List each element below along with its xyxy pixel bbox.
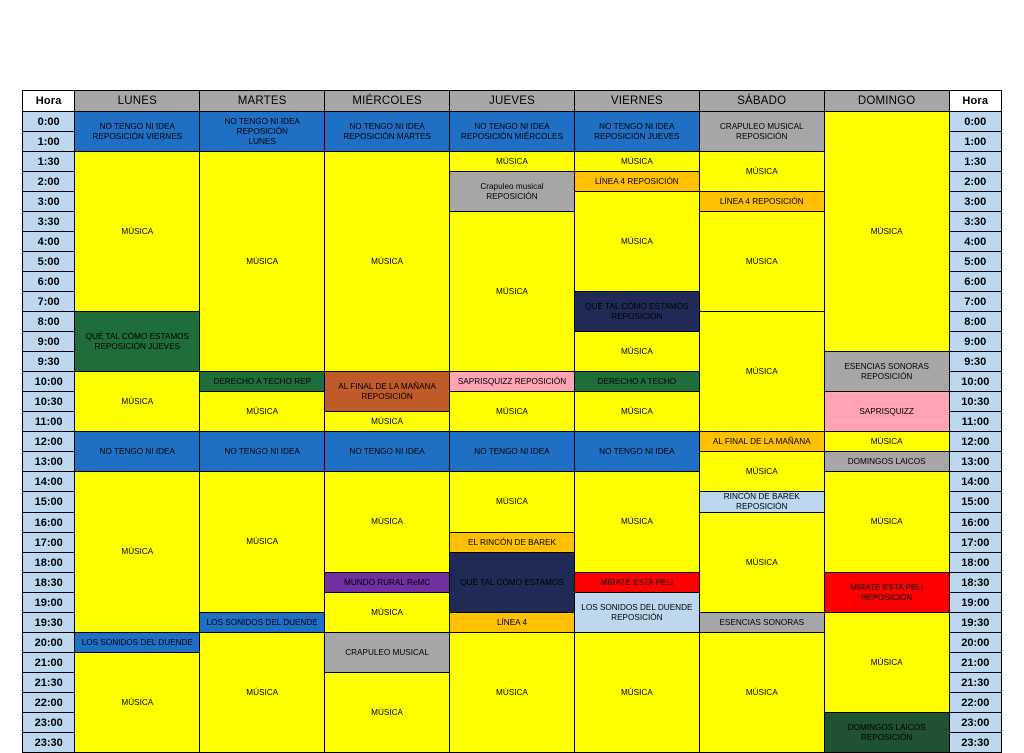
program-title: MÚSICA: [620, 687, 653, 697]
program-title: REPOSICIÓN JUEVES: [94, 341, 181, 351]
program-title: SAPRISQUIZZ: [859, 406, 914, 416]
program-title: RINCÓN DE BAREK REPOSICIÓN: [723, 492, 800, 511]
hour-label-right: 23:30: [949, 733, 1001, 753]
program-title: MÚSICA: [620, 406, 653, 416]
program-title: MÚSICA: [246, 406, 279, 416]
hour-label-left: 10:00: [23, 372, 75, 392]
program-title: REPOSICIÓN: [486, 191, 538, 201]
hour-label-right: 1:30: [949, 152, 1001, 172]
hour-label-left: 18:30: [23, 573, 75, 593]
hour-label-right: 19:00: [949, 593, 1001, 613]
program-cell-domingo[interactable]: [824, 452, 949, 472]
program-title: MÚSICA: [496, 497, 528, 506]
schedule-row: [23, 432, 1002, 452]
program-cell-miercoles[interactable]: [325, 412, 450, 432]
program-cell-martes[interactable]: [200, 112, 325, 152]
hour-header-left: Hora: [23, 91, 75, 112]
program-title: REPOSICIÓN VIERNES: [92, 131, 183, 141]
hour-label-left: 3:30: [23, 212, 75, 232]
hour-label-left: 5:00: [23, 252, 75, 272]
program-title: NO TENGO NI IDEA REPOSICIÓN: [224, 116, 300, 136]
day-header-domingo: DOMINGO: [824, 91, 949, 112]
hour-label-right: 20:00: [949, 633, 1001, 653]
program-title: LOS SONIDOS DEL DUENDE: [81, 637, 193, 647]
hour-label-right: 0:00: [949, 112, 1001, 132]
program-cell-miercoles[interactable]: [325, 112, 450, 152]
program-cell-miercoles[interactable]: [325, 432, 450, 472]
program-cell-sabado[interactable]: [699, 613, 824, 633]
program-cell-miercoles[interactable]: [325, 573, 450, 593]
hour-label-right: 5:00: [949, 252, 1001, 272]
program-title: REPOSICIÓN: [860, 371, 913, 381]
day-header-martes: MARTES: [200, 91, 325, 112]
hour-label-left: 23:00: [23, 713, 75, 733]
program-cell-lunes[interactable]: [75, 653, 200, 753]
schedule-container: [22, 90, 1002, 753]
program-title: MÚSICA: [371, 517, 403, 526]
program-cell-jueves[interactable]: [450, 533, 575, 553]
hour-label-left: 17:00: [23, 533, 75, 553]
hour-label-right: 23:00: [949, 713, 1001, 733]
program-cell-miercoles[interactable]: [325, 372, 450, 412]
program-title: REPOSICIÓN: [860, 592, 913, 602]
program-title: REPOSICIÓN: [736, 131, 788, 141]
program-title: ESENCIAS SONORAS: [719, 617, 805, 627]
table-body: [23, 112, 1002, 753]
program-title: MÚSICA: [870, 226, 903, 236]
program-cell-miercoles[interactable]: [325, 152, 450, 372]
program-title: MÚSICA: [496, 687, 528, 697]
day-header-jueves: JUEVES: [450, 91, 575, 112]
program-title: NO TENGO NI IDEA: [474, 446, 550, 456]
hour-label-right: 14:00: [949, 472, 1001, 492]
hour-label-right: 12:00: [949, 432, 1001, 452]
program-cell-jueves[interactable]: [450, 152, 575, 172]
hour-label-right: 18:00: [949, 553, 1001, 573]
program-title: MÚSICA: [371, 256, 403, 266]
program-title: NO TENGO NI IDEA: [99, 446, 175, 456]
program-title: QUÉ TAL CÓMO ESTAMOS: [85, 331, 190, 341]
program-title: MÚSICA: [620, 156, 653, 166]
program-cell-martes[interactable]: [200, 152, 325, 372]
program-cell-domingo[interactable]: [824, 392, 949, 432]
program-cell-jueves[interactable]: [450, 372, 575, 392]
hour-label-right: 16:00: [949, 513, 1001, 533]
program-cell-jueves[interactable]: [450, 112, 575, 152]
hour-label-left: 8:00: [23, 312, 75, 332]
program-cell-lunes[interactable]: [75, 372, 200, 432]
program-cell-jueves[interactable]: [450, 472, 575, 533]
program-cell-jueves[interactable]: [450, 392, 575, 432]
program-title: AL FINAL DE LA MAÑANA: [338, 381, 436, 391]
program-title: LÍNEA 4 REPOSICIÓN: [719, 196, 804, 206]
hour-label-left: 7:00: [23, 292, 75, 312]
program-cell-martes[interactable]: [200, 392, 325, 432]
program-cell-domingo[interactable]: [824, 573, 949, 613]
program-cell-sabado[interactable]: [699, 513, 824, 613]
hour-label-left: 1:00: [23, 132, 75, 152]
program-cell-lunes[interactable]: [75, 312, 200, 372]
program-title: NO TENGO NI IDEA: [349, 446, 425, 456]
program-cell-lunes[interactable]: [75, 432, 200, 472]
program-title: MÚSICA: [620, 517, 653, 526]
program-cell-jueves[interactable]: [450, 613, 575, 633]
program-title: NO TENGO NI IDEA: [474, 121, 550, 131]
program-cell-viernes[interactable]: [574, 573, 699, 593]
program-title: NO TENGO NI IDEA: [599, 446, 675, 456]
program-title: MÚSICA: [246, 687, 279, 697]
hour-label-right: 17:00: [949, 533, 1001, 553]
program-cell-sabado[interactable]: [699, 152, 824, 192]
program-cell-sabado[interactable]: [699, 452, 824, 492]
program-title: DOMINGOS LAICOS: [847, 456, 926, 466]
hour-label-right: 2:00: [949, 172, 1001, 192]
program-title: SAPRISQUIZZ REPOSICIÓN: [457, 376, 567, 386]
program-cell-viernes[interactable]: [574, 152, 699, 172]
program-title: MIRATE ESTA PELI: [850, 582, 924, 592]
hour-label-right: 21:30: [949, 673, 1001, 693]
hour-label-left: 23:30: [23, 733, 75, 753]
hour-label-right: 9:30: [949, 352, 1001, 372]
program-title: MÚSICA: [121, 547, 154, 556]
hour-label-right: 1:00: [949, 132, 1001, 152]
hour-label-left: 18:00: [23, 553, 75, 573]
program-title: REPOSICIÓN JUEVES: [594, 131, 680, 141]
program-cell-lunes[interactable]: [75, 112, 200, 152]
program-title: MIRATE ESTA PELI: [600, 577, 674, 587]
program-cell-viernes[interactable]: [574, 633, 699, 753]
hour-label-right: 7:00: [949, 292, 1001, 312]
hour-header-right: Hora: [949, 91, 1001, 112]
program-cell-miercoles[interactable]: [325, 593, 450, 633]
hour-label-left: 22:00: [23, 693, 75, 713]
program-title: MÚSICA: [371, 707, 403, 717]
program-title: MÚSICA: [496, 156, 528, 166]
program-cell-domingo[interactable]: [824, 713, 949, 753]
program-title: MÚSICA: [870, 436, 903, 446]
hour-label-right: 10:30: [949, 392, 1001, 412]
program-cell-sabado[interactable]: [699, 212, 824, 312]
program-title: NO TENGO NI IDEA: [599, 121, 675, 131]
program-cell-domingo[interactable]: [824, 472, 949, 573]
program-title: MÚSICA: [496, 286, 528, 296]
program-cell-viernes[interactable]: [574, 472, 699, 573]
program-title: MÚSICA: [745, 687, 778, 697]
hour-label-left: 3:00: [23, 192, 75, 212]
hour-label-left: 4:00: [23, 232, 75, 252]
program-cell-jueves[interactable]: [450, 172, 575, 212]
hour-label-left: 15:00: [23, 492, 75, 513]
program-title: MÚSICA: [496, 406, 528, 416]
program-title: MÚSICA: [870, 657, 903, 667]
program-cell-miercoles[interactable]: [325, 472, 450, 573]
program-cell-viernes[interactable]: [574, 172, 699, 192]
program-title: MUNDO RURAL ReMC: [344, 577, 431, 587]
program-title: MÚSICA: [121, 697, 154, 707]
program-title: DOMINGOS LAICOS: [847, 722, 926, 732]
hour-label-right: 3:00: [949, 192, 1001, 212]
hour-label-right: 3:30: [949, 212, 1001, 232]
program-cell-domingo[interactable]: [824, 432, 949, 452]
program-cell-miercoles[interactable]: [325, 633, 450, 673]
program-cell-domingo[interactable]: [824, 613, 949, 713]
program-cell-viernes[interactable]: [574, 112, 699, 152]
day-header-miercoles: MIÉRCOLES: [325, 91, 450, 112]
program-title: CRAPULEO MUSICAL: [719, 121, 804, 131]
hour-label-right: 18:30: [949, 573, 1001, 593]
hour-label-left: 0:00: [23, 112, 75, 132]
program-title: REPOSICIÓN: [860, 732, 913, 742]
program-cell-miercoles[interactable]: [325, 673, 450, 753]
program-title: MÚSICA: [246, 537, 279, 546]
program-cell-martes[interactable]: [200, 613, 325, 633]
program-cell-viernes[interactable]: [574, 392, 699, 432]
program-title: MÚSICA: [620, 346, 653, 356]
hour-label-right: 13:00: [949, 452, 1001, 472]
hour-label-left: 9:00: [23, 332, 75, 352]
hour-label-left: 6:00: [23, 272, 75, 292]
program-title: REPOSICIÓN: [361, 391, 413, 401]
program-title: QUÉ TAL CÓMO ESTAMOS: [460, 577, 564, 587]
program-title: LOS SONIDOS DEL DUENDE: [581, 602, 693, 612]
program-title: ESENCIAS SONORAS: [844, 361, 929, 371]
program-cell-sabado[interactable]: [699, 112, 824, 152]
day-header-sabado: SÁBADO: [699, 91, 824, 112]
program-title: CRAPULEO MUSICAL: [345, 647, 429, 657]
program-cell-viernes[interactable]: [574, 332, 699, 372]
program-cell-sabado[interactable]: [699, 492, 824, 513]
program-cell-domingo[interactable]: [824, 352, 949, 392]
hour-label-left: 13:00: [23, 452, 75, 472]
hour-label-right: 9:00: [949, 332, 1001, 352]
hour-label-left: 10:30: [23, 392, 75, 412]
program-title: LÍNEA 4: [496, 617, 527, 627]
hour-label-left: 1:30: [23, 152, 75, 172]
hour-label-left: 16:00: [23, 513, 75, 533]
schedule-row: [23, 112, 1002, 132]
program-title: QUÉ TAL CÓMO ESTAMOS: [585, 301, 689, 311]
program-cell-viernes[interactable]: [574, 372, 699, 392]
program-title: MÚSICA: [745, 466, 778, 476]
hour-label-right: 11:00: [949, 412, 1001, 432]
hour-label-left: 20:00: [23, 633, 75, 653]
program-cell-sabado[interactable]: [699, 312, 824, 432]
hour-label-left: 2:00: [23, 172, 75, 192]
program-title: DERECHO A TECHO REP: [213, 376, 312, 386]
hour-label-left: 19:00: [23, 593, 75, 613]
program-title: REPOSICIÓN MIÉRCOLES: [461, 131, 563, 141]
header-row: [23, 91, 1002, 112]
program-cell-viernes[interactable]: [574, 192, 699, 292]
program-title: MÚSICA: [745, 166, 778, 176]
hour-label-right: 19:30: [949, 613, 1001, 633]
program-cell-lunes[interactable]: [75, 152, 200, 312]
table-header: [23, 91, 1002, 112]
hour-label-left: 11:00: [23, 412, 75, 432]
program-cell-viernes[interactable]: [574, 432, 699, 472]
program-title: MÚSICA: [371, 607, 403, 617]
program-cell-martes[interactable]: [200, 372, 325, 392]
hour-label-right: 4:00: [949, 232, 1001, 252]
program-cell-jueves[interactable]: [450, 432, 575, 472]
program-cell-martes[interactable]: [200, 633, 325, 753]
program-title: MÚSICA: [745, 557, 778, 567]
hour-label-left: 9:30: [23, 352, 75, 372]
program-cell-jueves[interactable]: [450, 553, 575, 613]
hour-label-right: 6:00: [949, 272, 1001, 292]
hour-label-left: 21:00: [23, 653, 75, 673]
weekly-schedule-table: [22, 90, 1002, 753]
hour-label-right: 21:00: [949, 653, 1001, 673]
program-title: Crapuleo musical: [480, 181, 544, 191]
program-title: AL FINAL DE LA MAÑANA: [712, 436, 811, 446]
hour-label-left: 14:00: [23, 472, 75, 492]
hour-label-right: 10:00: [949, 372, 1001, 392]
program-cell-jueves[interactable]: [450, 633, 575, 753]
program-title: NO TENGO NI IDEA: [99, 121, 175, 131]
hour-label-left: 21:30: [23, 673, 75, 693]
program-title: LÍNEA 4 REPOSICIÓN: [595, 176, 679, 186]
program-cell-viernes[interactable]: [574, 292, 699, 332]
hour-label-right: 8:00: [949, 312, 1001, 332]
day-header-viernes: VIERNES: [574, 91, 699, 112]
program-title: REPOSICIÓN MARTES: [343, 131, 431, 141]
program-title: NO TENGO NI IDEA: [224, 446, 300, 456]
program-title: MÚSICA: [745, 366, 778, 376]
program-cell-sabado[interactable]: [699, 192, 824, 212]
program-title: MÚSICA: [121, 226, 154, 236]
program-cell-lunes[interactable]: [75, 633, 200, 653]
program-cell-sabado[interactable]: [699, 633, 824, 753]
program-title: MÚSICA: [745, 256, 778, 266]
program-cell-jueves[interactable]: [450, 212, 575, 372]
program-title: REPOSICIÓN: [611, 311, 663, 321]
schedule-row: [23, 472, 1002, 492]
program-title: DERECHO A TECHO: [597, 376, 677, 386]
program-title: MÚSICA: [870, 517, 903, 526]
day-header-lunes: LUNES: [75, 91, 200, 112]
program-title: MÚSICA: [121, 396, 154, 406]
program-title: LOS SONIDOS DEL DUENDE: [206, 617, 318, 627]
program-title: EL RINCÓN DE BAREK: [467, 537, 556, 547]
hour-label-right: 15:00: [949, 492, 1001, 513]
program-title: MÚSICA: [620, 236, 653, 246]
program-title: NO TENGO NI IDEA: [349, 121, 425, 131]
program-title: REPOSICIÓN: [611, 612, 663, 622]
program-cell-martes[interactable]: [200, 432, 325, 472]
program-cell-sabado[interactable]: [699, 432, 824, 452]
program-cell-lunes[interactable]: [75, 472, 200, 633]
hour-label-left: 12:00: [23, 432, 75, 452]
program-title: LUNES: [248, 136, 276, 146]
hour-label-left: 19:30: [23, 613, 75, 633]
program-cell-viernes[interactable]: [574, 593, 699, 633]
program-cell-domingo[interactable]: [824, 112, 949, 352]
program-title: MÚSICA: [246, 256, 279, 266]
program-cell-martes[interactable]: [200, 472, 325, 613]
hour-label-right: 22:00: [949, 693, 1001, 713]
program-title: MÚSICA: [371, 416, 403, 426]
